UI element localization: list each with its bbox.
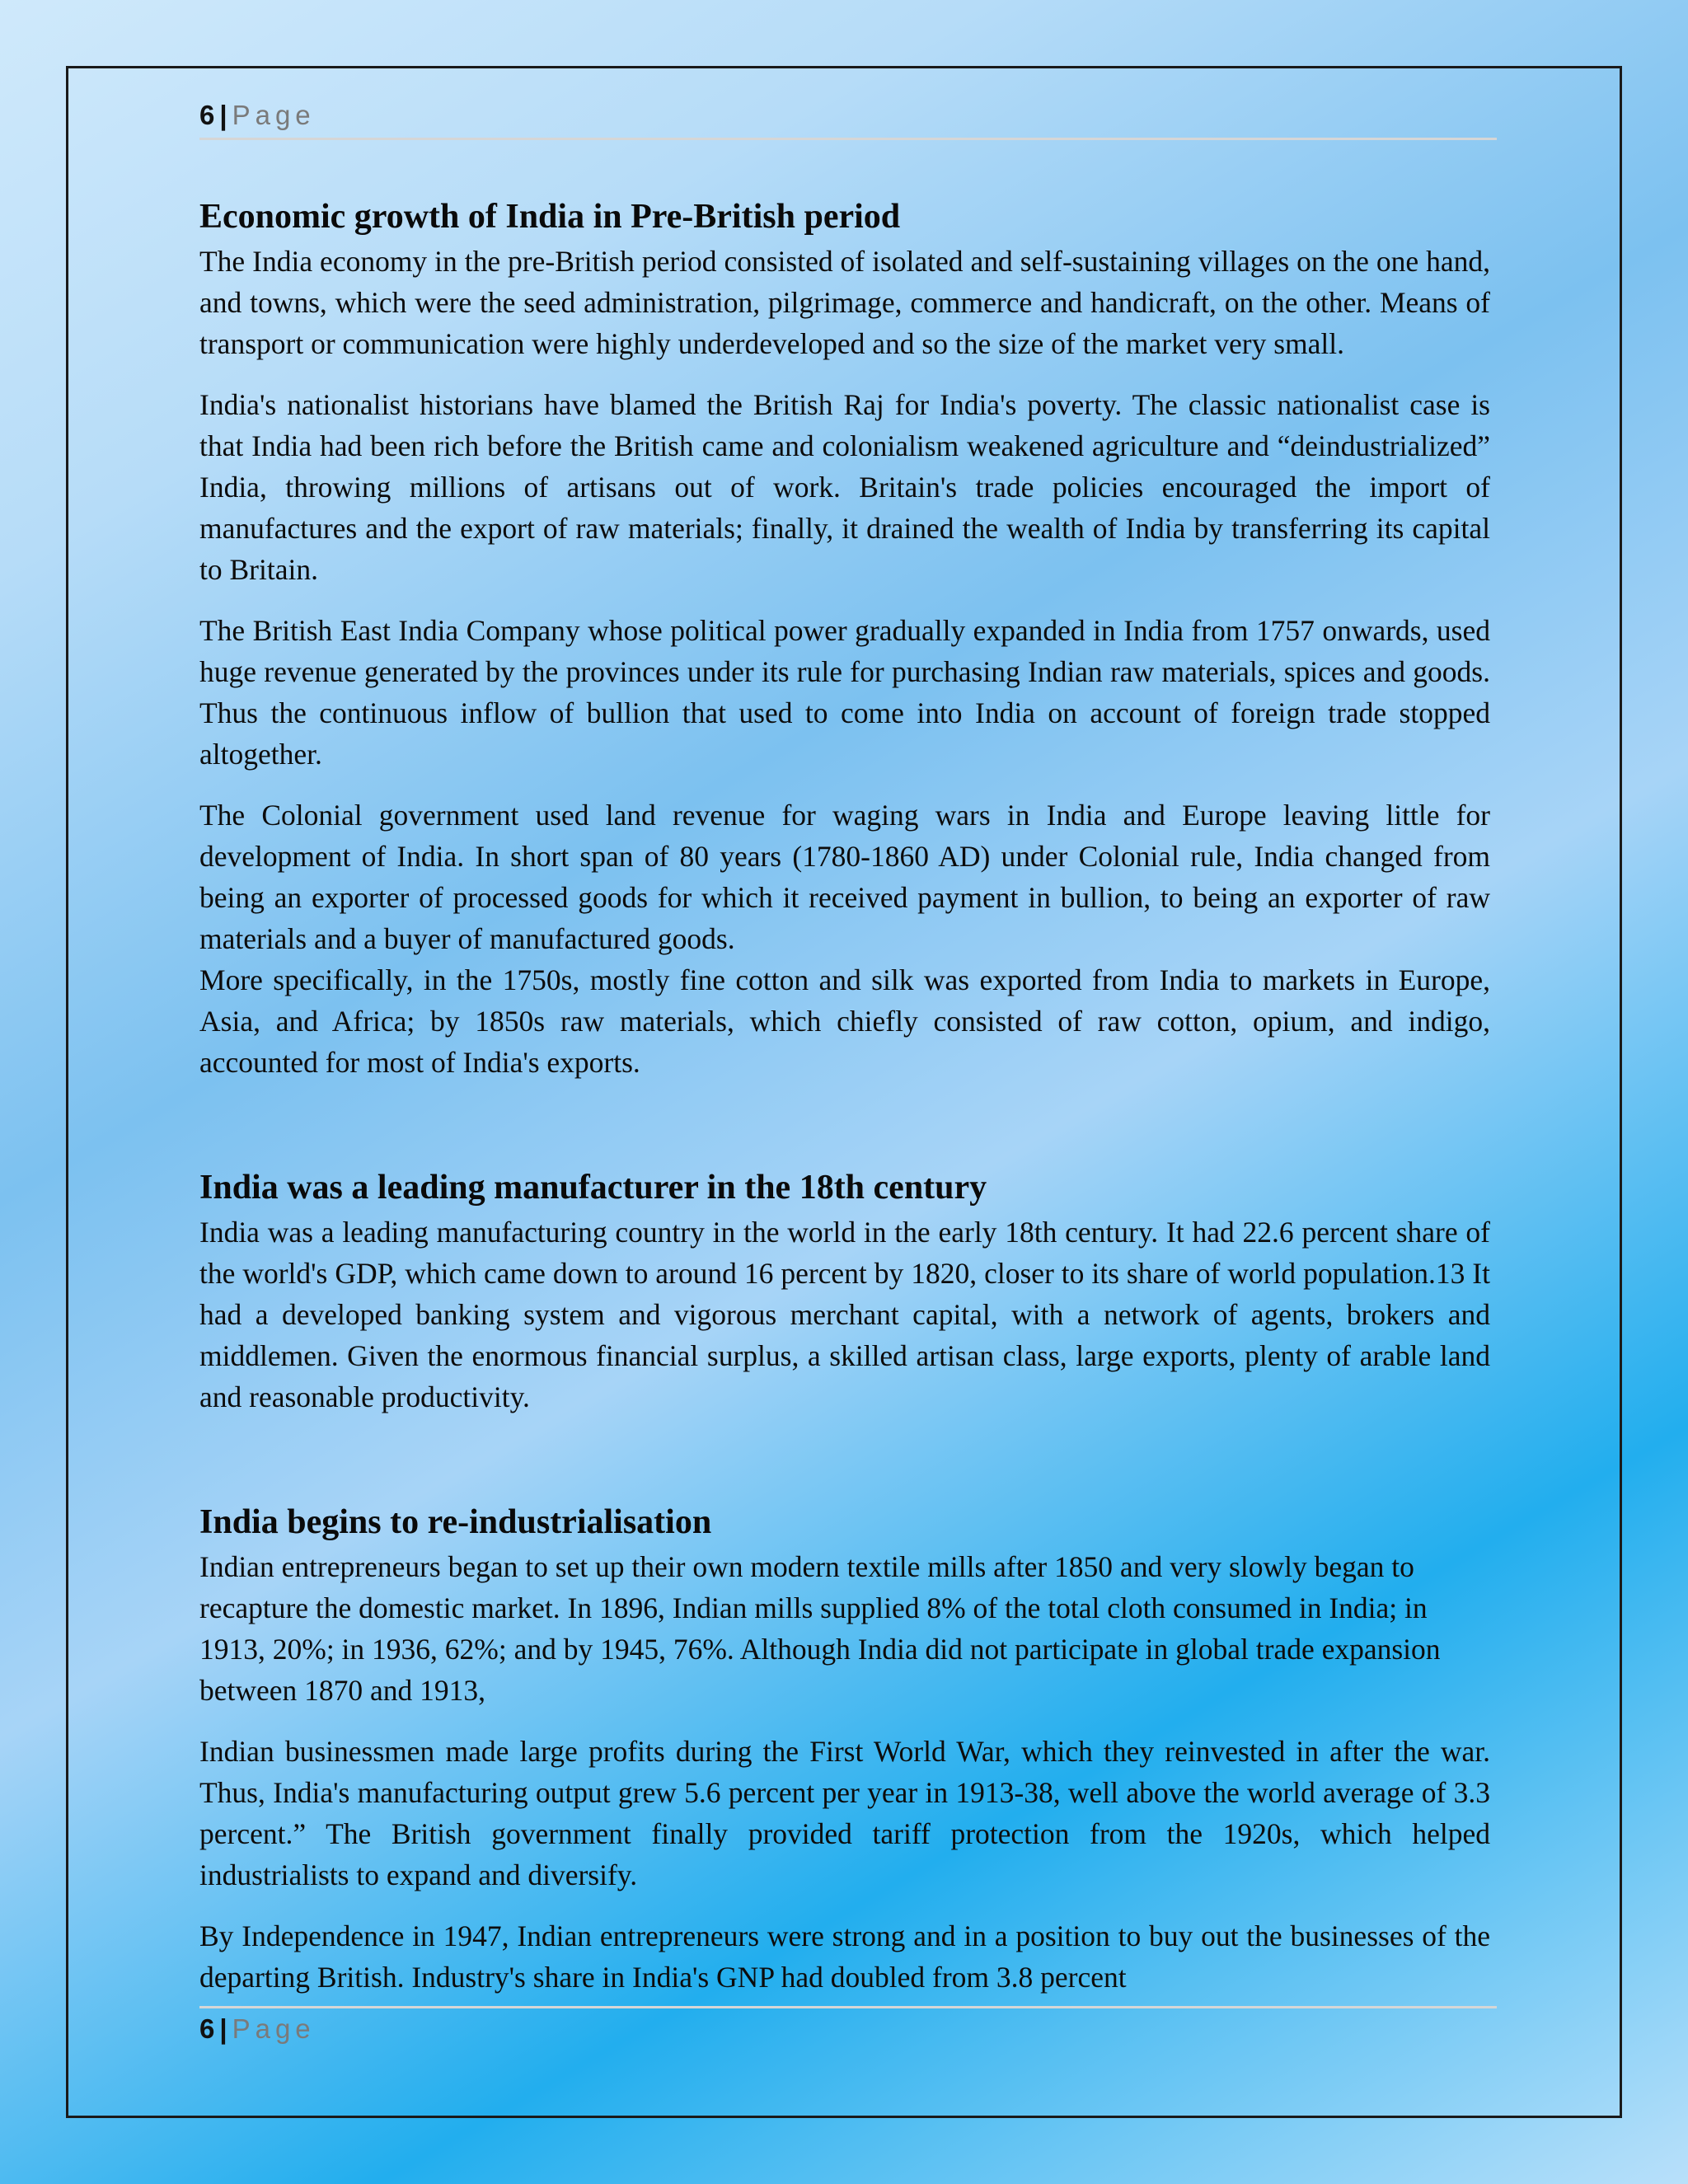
footer-page-label: Page: [232, 2013, 316, 2044]
paragraph: The Colonial government used land revenue for waging wars in India and Europe leaving little for development of India. In short span of 80 years (1780-1860 AD) under Colonial rule, India changed from being an exporter of processed goods for which it received payment in bullion, to being an exporter of raw materials and a buyer of manufactured goods.: [199, 799, 1490, 955]
paragraph: Indian entrepreneurs began to set up their own modern textile mills after 1850 and very slowly began to recapture the domestic market. In 1896, Indian mills supplied 8% of the total cloth consumed in India; in 1913, 20%; in 1936, 62%; and by 1945, 76%. Although India did not participate in global trade expansion between 1870 and 1913,: [199, 1550, 1441, 1707]
section-heading: India was a leading manufacturer in the 18th century: [199, 1169, 987, 1207]
paragraph: By Independence in 1947, Indian entrepreneurs were strong and in a position to buy out the businesses of the departing British. Industry's share in India's GNP had doubled from 3.8 percent: [199, 1919, 1490, 1994]
section-leading-manufacturer: [199, 1167, 1490, 1418]
paragraph: The India economy in the pre-British period consisted of isolated and self-sustaining villages on the one hand, and towns, which were the seed administration, pilgrimage, commerce and handicraft, on the other. Means of transport or communication were highly underdeveloped and so the size of the market very small.: [199, 245, 1490, 360]
header-page-number: 6: [199, 100, 215, 130]
section-heading: Economic growth of India in Pre-British period: [199, 198, 901, 236]
paragraph: Indian businessmen made large profits during the First World War, which they reinvested in after the war. Thus, India's manufacturing output grew 5.6 percent per year in 1913-38, well above the world average of 3.3 percent.” The British government finally provided tariff protection from the 1920s, which helped industrialists to expand and diversify.: [199, 1735, 1490, 1891]
section-heading: India begins to re-industrialisation: [199, 1503, 712, 1541]
section-pre-british-economy: [199, 196, 1490, 1083]
footer-page-number: 6: [199, 2013, 215, 2044]
section-re-industrialisation: [199, 1502, 1490, 1998]
footer-rule: [199, 2006, 1497, 2008]
paragraph: India's nationalist historians have blamed the British Raj for India's poverty. The classic nationalist case is that India had been rich before the British came and colonialism weakened agriculture and “deindustrialized” India, throwing millions of artisans out of work. Britain's trade policies encouraged the import of manufactures and the export of raw materials; finally, it drained the wealth of India by transferring its capital to Britain.: [199, 388, 1490, 586]
header-separator: |: [219, 100, 227, 130]
paragraph: The British East India Company whose political power gradually expanded in India from 1757 onwards, used huge revenue generated by the provinces under its rule for purchasing Indian raw materials, spices and goods. Thus the continuous inflow of bullion that used to come into India on account of foreign trade stopped altogether.: [199, 614, 1490, 771]
paragraph: More specifically, in the 1750s, mostly fine cotton and silk was exported from India to markets in Europe, Asia, and Africa; by 1850s raw materials, which chiefly consisted of raw cotton, opium, and indigo, accounted for most of India's exports.: [199, 963, 1490, 1079]
page-header: [199, 99, 1497, 132]
page-footer: [199, 2013, 1497, 2046]
header-rule: [199, 138, 1497, 140]
header-page-label: Page: [232, 100, 316, 130]
footer-separator: |: [219, 2013, 227, 2044]
document-body: [199, 196, 1490, 2018]
paragraph: India was a leading manufacturing country in the world in the early 18th century. It had 22.6 percent share of the world's GDP, which came down to around 16 percent by 1820, closer to its share of world population.13 It had a developed banking system and vigorous merchant capital, with a network of agents, brokers and middlemen. Given the enormous financial surplus, a skilled artisan class, large exports, plenty of arable land and reasonable productivity.: [199, 1216, 1490, 1413]
